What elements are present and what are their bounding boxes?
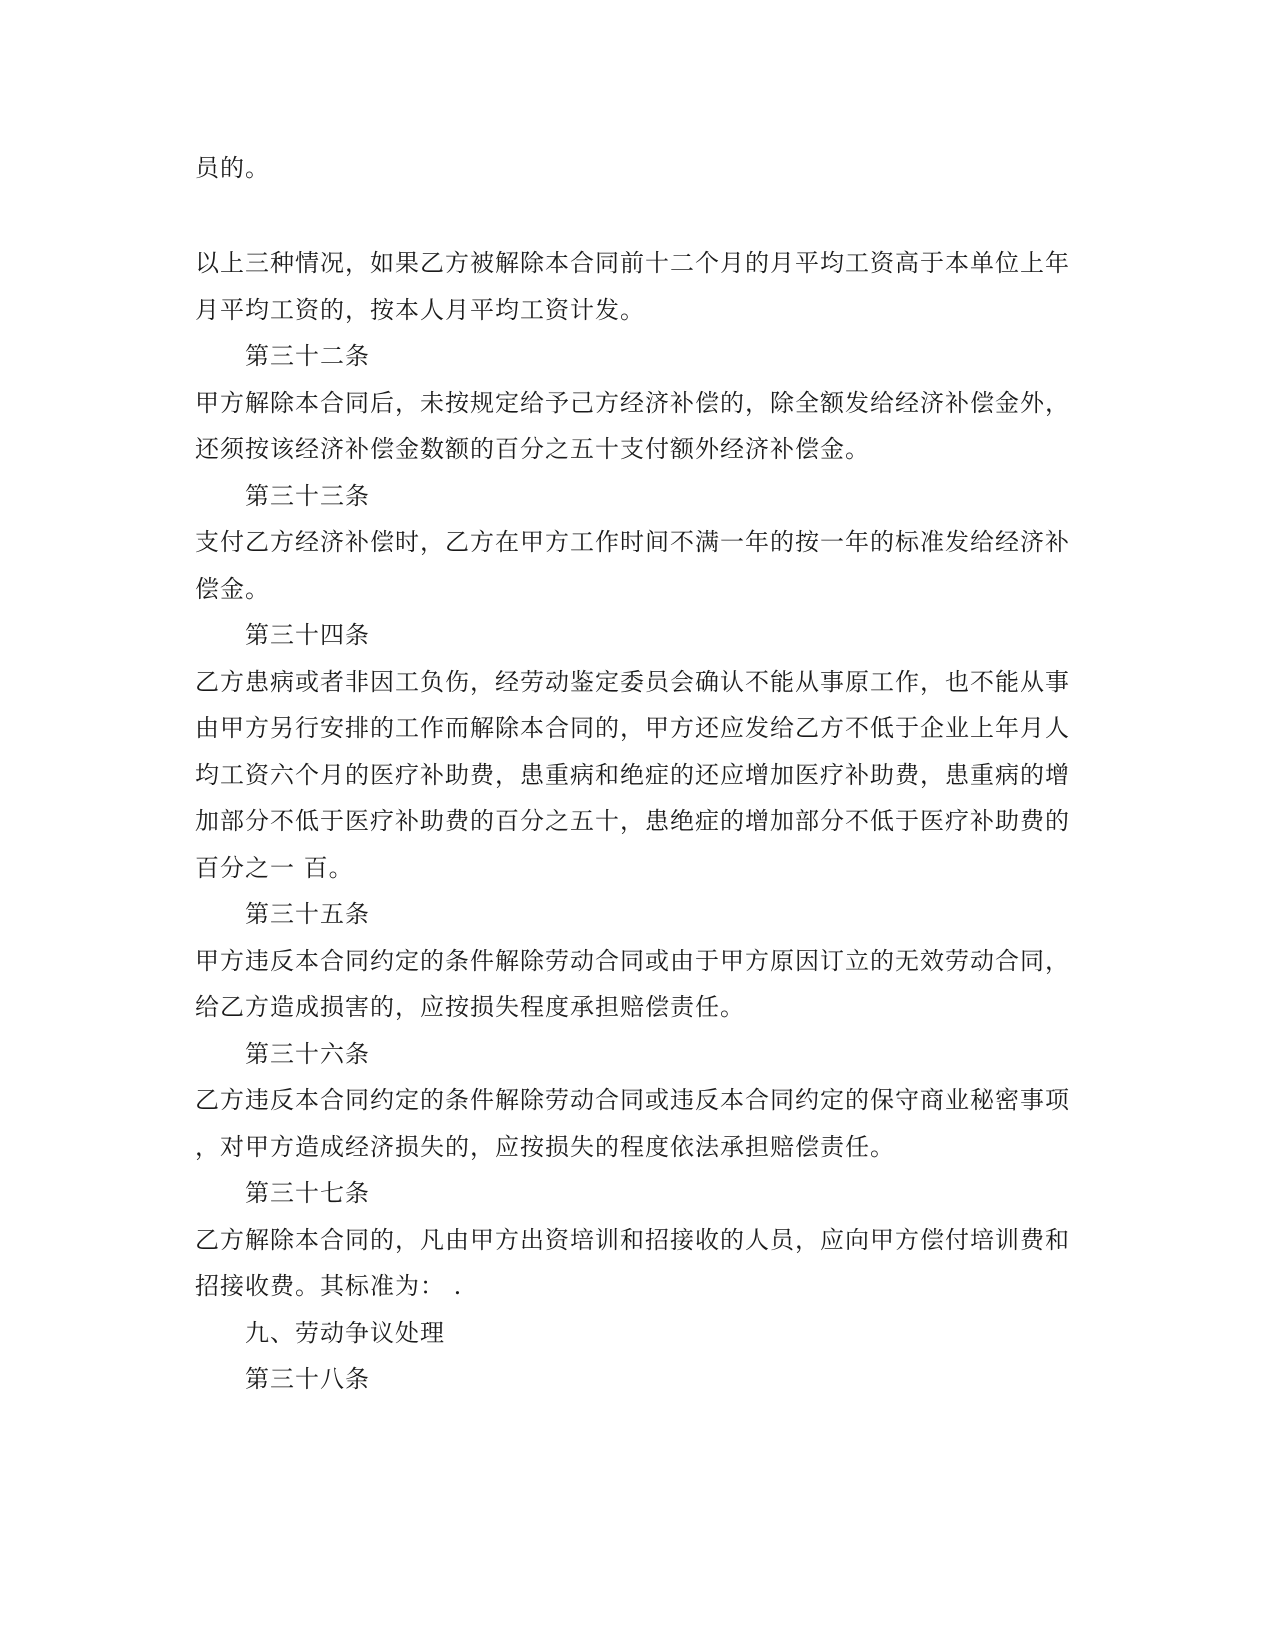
text-line: 均工资六个月的医疗补助费，患重病和绝症的还应增加医疗补助费，患重病的增 xyxy=(195,761,1070,789)
text-line: 月平均工资的，按本人月平均工资计发。 xyxy=(195,296,645,324)
article-heading: 第三十七条 xyxy=(245,1179,370,1207)
article-heading: 第三十八条 xyxy=(245,1365,370,1393)
text-line: 由甲方另行安排的工作而解除本合同的，甲方还应发给乙方不低于企业上年月人 xyxy=(195,714,1070,742)
text-line: 百分之一 百。 xyxy=(195,854,354,882)
article-heading: 第三十四条 xyxy=(245,621,370,649)
text-line: 乙方解除本合同的，凡由甲方出资培训和招接收的人员，应向甲方偿付培训费和 xyxy=(195,1226,1070,1254)
article-heading: 第三十六条 xyxy=(245,1040,370,1068)
text-line: 乙方患病或者非因工负伤，经劳动鉴定委员会确认不能从事原工作，也不能从事 xyxy=(195,668,1070,696)
text-line: 员的。 xyxy=(195,154,270,182)
text-line: 甲方违反本合同约定的条件解除劳动合同或由于甲方原因订立的无效劳动合同， xyxy=(195,947,1070,975)
section-heading: 九、劳动争议处理 xyxy=(245,1319,445,1347)
article-heading: 第三十三条 xyxy=(245,482,370,510)
text-line: 乙方违反本合同约定的条件解除劳动合同或违反本合同约定的保守商业秘密事项 xyxy=(195,1086,1070,1114)
text-line: 以上三种情况，如果乙方被解除本合同前十二个月的月平均工资高于本单位上年 xyxy=(195,249,1070,277)
text-line: 给乙方造成损害的，应按损失程度承担赔偿责任。 xyxy=(195,993,745,1021)
text-line: 甲方解除本合同后，未按规定给予己方经济补偿的，除全额发给经济补偿金外， xyxy=(195,389,1070,417)
text-line: 偿金。 xyxy=(195,575,270,603)
article-heading: 第三十二条 xyxy=(245,342,370,370)
text-line: 招接收费。其标准为： . xyxy=(195,1272,463,1300)
text-line: 加部分不低于医疗补助费的百分之五十，患绝症的增加部分不低于医疗补助费的 xyxy=(195,807,1070,835)
article-heading: 第三十五条 xyxy=(245,900,370,928)
text-line: 支付乙方经济补偿时，乙方在甲方工作时间不满一年的按一年的标准发给经济补 xyxy=(195,528,1070,556)
text-line: 还须按该经济补偿金数额的百分之五十支付额外经济补偿金。 xyxy=(195,435,870,463)
text-line: ，对甲方造成经济损失的，应按损失的程度依法承担赔偿责任。 xyxy=(195,1133,895,1161)
